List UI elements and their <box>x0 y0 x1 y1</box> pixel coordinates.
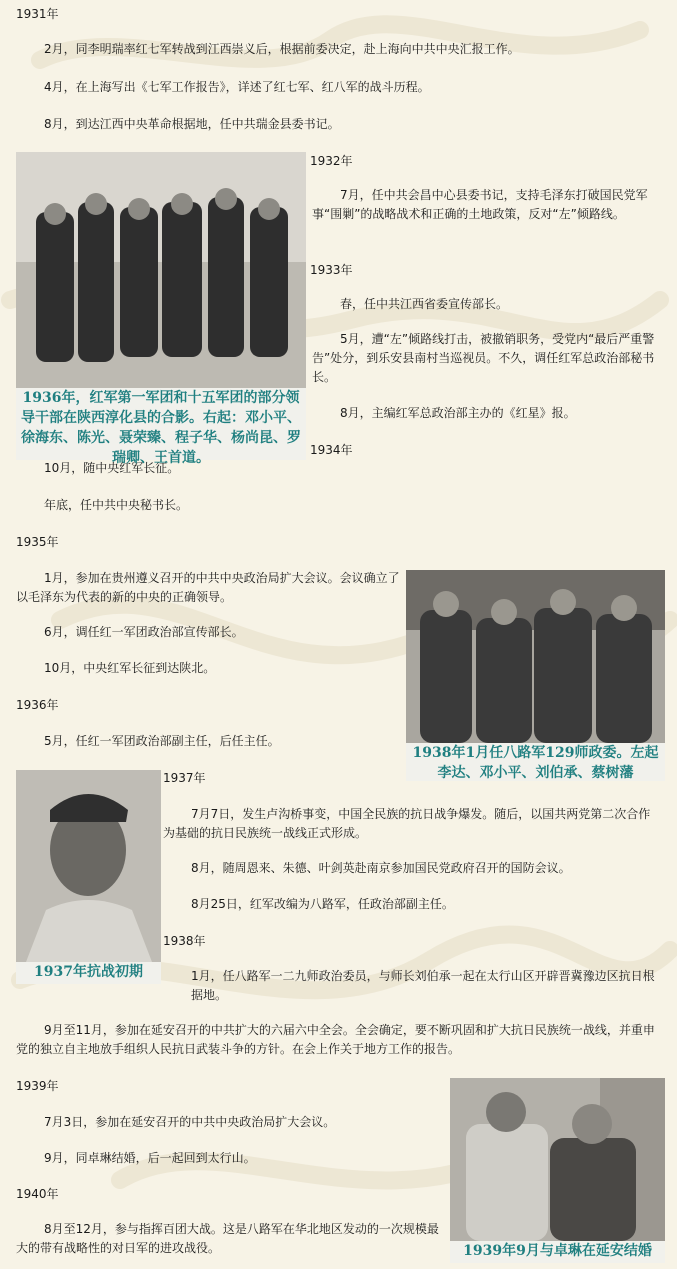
entry-1933-spring: 春，任中共江西省委宣传部长。 <box>340 297 509 311</box>
year-1932: 1932年 <box>310 154 353 168</box>
caption-photo-1937: 1937年抗战初期 <box>16 962 161 984</box>
year-1937: 1937年 <box>163 771 206 785</box>
entry-1931-2: 2月，同李明瑞率红七军转战到江西崇义后，根据前委决定，赴上海向中共中央汇报工作。 <box>44 42 520 56</box>
year-1940: 1940年 <box>16 1187 59 1201</box>
entry-1937-8b: 8月25日，红军改编为八路军，任政治部副主任。 <box>191 897 454 911</box>
entry-1939-9: 9月，同卓琳结婚，后一起回到太行山。 <box>44 1151 256 1165</box>
photo-1938-129-division <box>406 570 665 743</box>
entry-1938-9: 9月至11月，参加在延安召开的中共扩大的六届六中全会。全会确定，要不断巩固和扩大抗日民族统一战线，并重申党的独立自主地放手组织人民抗日武装斗争的方针。在会上作关于地方工作的报告。 <box>16 1023 655 1056</box>
entry-1937-7: 7月7日，发生卢沟桥事变，中国全民族的抗日战争爆发。随后，以国共两党第二次合作为基础的抗日民族统一战线正式形成。 <box>163 807 651 840</box>
entry-1936-5: 5月，任红一军团政治部副主任，后任主任。 <box>44 734 280 748</box>
year-1934: 1934年 <box>310 443 353 457</box>
caption-photo-1939: 1939年9月与卓琳在延安结婚 <box>450 1241 665 1263</box>
entry-1935-6: 6月，调任红一军团政治部宣传部长。 <box>44 625 244 639</box>
caption-photo-1936: 1936年，红军第一军团和十五军团的部分领导干部在陕西淳化县的合影。右起：邓小平、徐海东、陈光、聂荣臻、程子华、杨尚昆、罗瑞卿、王首道。 <box>16 388 306 460</box>
group-photo-1936 <box>16 152 306 388</box>
entry-1931-8: 8月，到达江西中央革命根据地，任中共瑞金县委书记。 <box>44 117 340 131</box>
caption-photo-1938: 1938年1月任八路军129师政委。左起李达、邓小平、刘伯承、蔡树藩 <box>406 743 665 781</box>
entry-1933-8: 8月，主编红军总政治部主办的《红星》报。 <box>340 406 576 420</box>
wedding-photo-1939 <box>450 1078 665 1241</box>
year-1936: 1936年 <box>16 698 59 712</box>
year-1938: 1938年 <box>163 934 206 948</box>
year-1939: 1939年 <box>16 1079 59 1093</box>
year-1935: 1935年 <box>16 535 59 549</box>
entry-1931-4: 4月，在上海写出《七军工作报告》，详述了红七军、红八军的战斗历程。 <box>44 80 430 94</box>
entry-1933-5: 5月，遭“左”倾路线打击，被撤销职务，受党内“最后严重警告”处分，到乐安县南村当巡视员。不久，调任红军总政治部秘书长。 <box>312 332 655 384</box>
entry-1937-8a: 8月，随周恩来、朱德、叶剑英赴南京参加国民党政府召开的国防会议。 <box>191 861 571 875</box>
entry-1940-8: 8月至12月，参与指挥百团大战。这是八路军在华北地区发动的一次规模最大的带有战略性的对日军的进攻战役。 <box>16 1222 439 1255</box>
entry-1932-7: 7月，任中共会昌中心县委书记，支持毛泽东打破国民党军事“围剿”的战略战术和正确的土地政策，反对“左”倾路线。 <box>312 188 648 221</box>
entry-1935-1: 1月，参加在贵州遵义召开的中共中央政治局扩大会议。会议确立了以毛泽东为代表的新的中央的正确领导。 <box>16 571 400 604</box>
entry-1934-end: 年底，任中共中央秘书长。 <box>44 498 189 512</box>
portrait-1937 <box>16 770 161 962</box>
year-1933: 1933年 <box>310 263 353 277</box>
year-1931: 1931年 <box>16 7 59 21</box>
entry-1939-7: 7月3日，参加在延安召开的中共中央政治局扩大会议。 <box>44 1115 336 1129</box>
entry-1934-10: 10月，随中央红军长征。 <box>44 461 180 475</box>
entry-1938-1-line1 <box>191 967 661 1005</box>
entry-1938-1: 1月，任八路军一二九师政治委员，与师长刘伯承一起在太行山区开辟晋冀豫边区抗日根据地。 <box>191 969 655 1002</box>
entry-1935-10: 10月，中央红军长征到达陕北。 <box>44 661 216 675</box>
